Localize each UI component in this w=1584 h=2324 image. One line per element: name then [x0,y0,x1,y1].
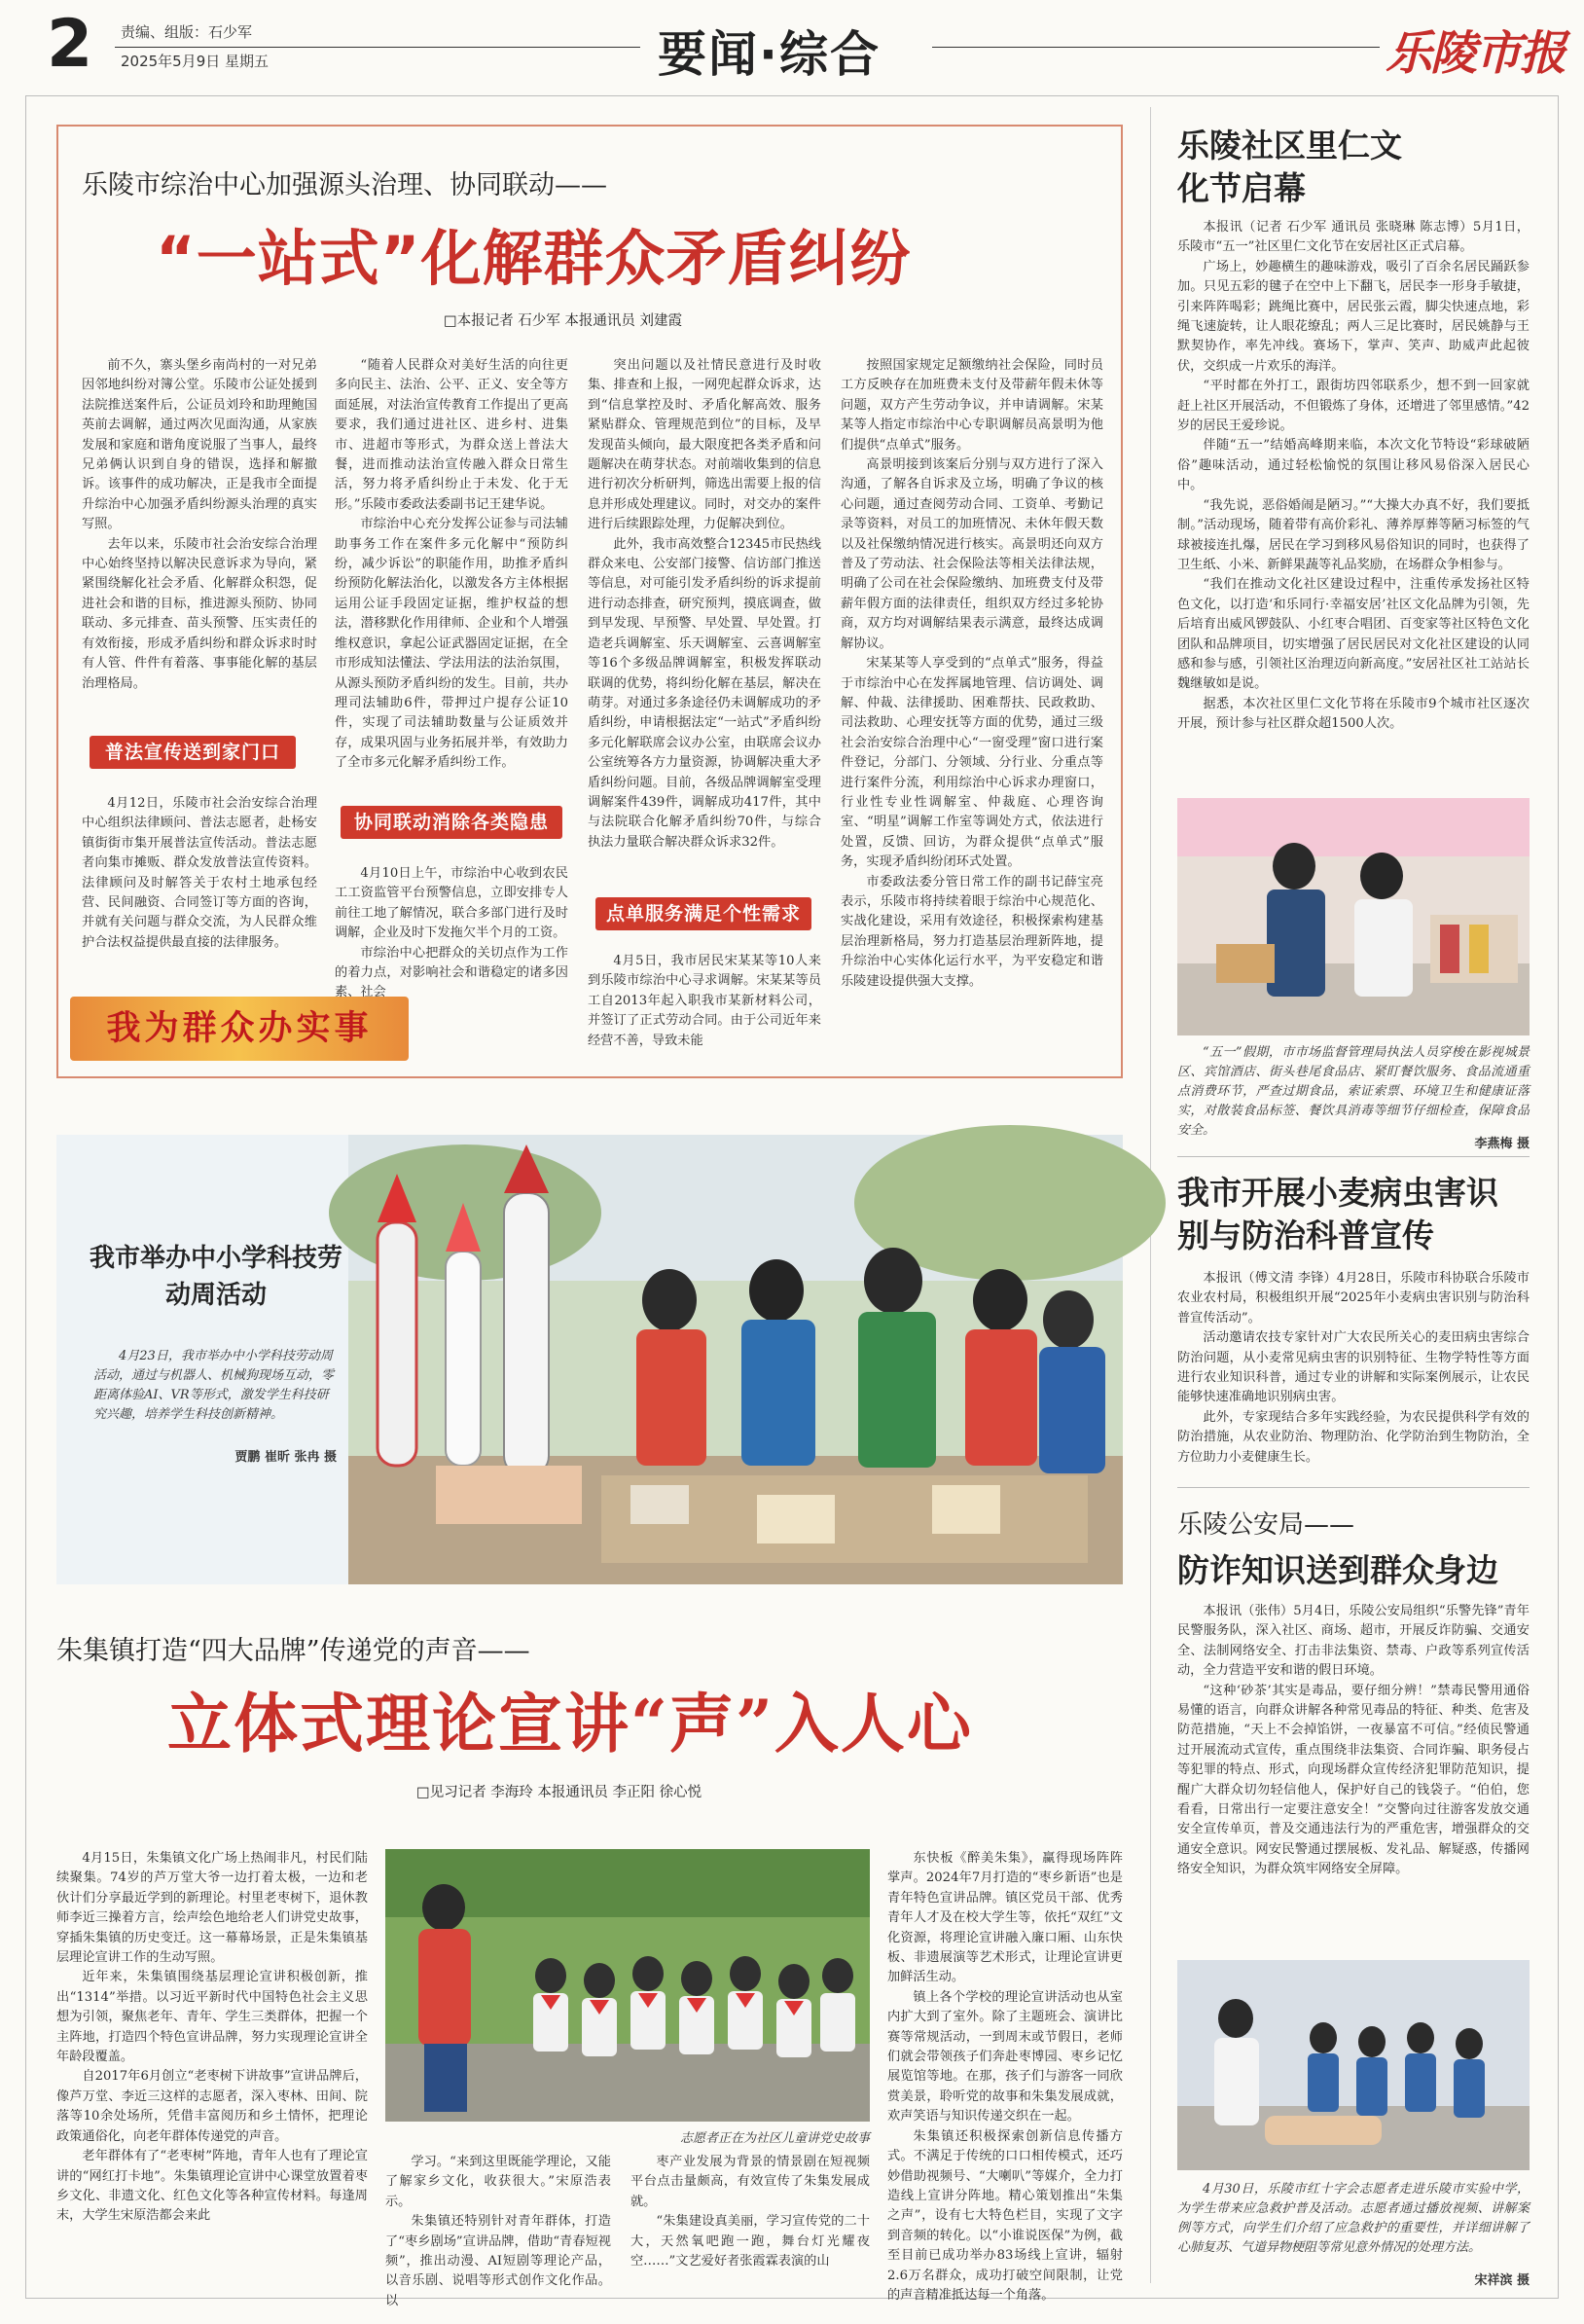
paragraph: 4月15日，朱集镇文化广场上热闹非凡，村民们陆续聚集。74岁的芦万堂大爷一边打着太极，一边和老伙计们分享最近学到的新理论。村里老枣树下，退休教师李近三操着方言，绘声绘色地给老人们讲党史故事，穿插朱集镇的历史变迁。这一幕幕场景，正是朱集镇基层理论宣讲工作的生动写照。 [56,1851,368,1966]
paragraph: 宋某某等人享受到的“点单式”服务，得益于市综治中心在发挥属地管理、信访调处、调解、仲裁、法律援助、困难帮扶、民政救助、司法救助、心理安抚等方面的优势，通过三级社会治安综合治理中心“一窗受理”窗口进行案件登记，分部门、分领域、分行业、分重点等进行案件分流，利用综治中心诉求办理窗口，行业性专业性调解室、仲裁庭、心理咨询室、“明星”调解工作室等调处方式，依法进行处置，反馈、回访，为群众提供“点单式”服务，实现矛盾纠纷闭环式处置。 [841,656,1103,870]
divider [1177,1487,1530,1488]
paragraph: 市委政法委分管日常工作的副书记薛宝亮表示，乐陵市将持续着眼于综治中心规范化、实战化建设，采用有效途径，积极探索构建基层治理新格局，努力打造基层治理新阵地，提升综治中心实体化运行水平，为平安稳定和谐乐陵建设提供强大支撑。 [841,874,1103,989]
paragraph: 枣产业发展为背景的情景剧在短视频平台点击量颇高，有效宣传了朱集发展成就。 [630,2155,870,2209]
paragraph: 近年来，朱集镇围绕基层理论宣讲积极创新，推出“1314”举措。以习近平新时代中国特色社会主义思想为引领，聚焦老年、青年、学生三类群体，把握一个主阵地，打造四个特色宣讲品牌，努力实现理论宣讲全年龄段覆盖。 [56,1970,368,2065]
paper-logo: 乐陵市报 [1386,26,1566,81]
story2-kicker: 朱集镇打造“四大品牌”传递党的声音—— [56,1636,530,1666]
brief1-body [1177,218,1530,781]
brief2-body [1177,1269,1530,1471]
story2-headline: 立体式理论宣讲“声”入人心 [167,1686,973,1761]
story1-headline: “一站式”化解群众矛盾纠纷 [156,223,912,294]
photo-caption: 志愿者正在为社区儿童讲党史故事 [679,2131,870,2146]
subhead-tag: 协同联动消除各类隐患 [341,806,562,839]
photo-credit: 李燕梅 摄 [1474,1137,1530,1151]
paragraph: 此外，专家现结合多年实践经验，为农民提供科学有效的防治措施，从农业防治、物理防治、化学防治到生物防治，全方位助力小麦健康生长。 [1177,1409,1530,1465]
page-number: 2 [47,6,93,83]
paragraph: 突出问题以及社情民意进行及时收集、排查和上报，一网兜起群众诉求，达到“信息掌控及时、矛盾化解高效、服务紧贴群众、管理规范到位”的目标，及早发现苗头倾向，最大限度把各类矛盾和问题解决在萌芽状态。对前端收集到的信息进行初次分析研判，筛选出需要上报的信息并形成处理建议。同时，对交办的案件进行后续跟踪处理，力促解决到位。 [588,358,821,532]
issue-date: 2025年5月9日 星期五 [121,53,270,70]
paragraph: 学习。“来到这里既能学理论，又能了解家乡文化，收获很大。”宋原浩表示。 [385,2155,611,2209]
brief2-headline: 我市开展小麦病虫害识别与防治科普宣传 [1177,1174,1498,1254]
brief3-body [1177,1602,1530,1943]
section-title: 要闻·综合 [658,26,881,83]
photo-title: 我市举办中小学科技劳动周活动 [90,1244,343,1310]
food-safety-photo [1177,798,1530,1035]
story1-column [335,864,568,1063]
story1-column [82,794,317,983]
story1-column [588,952,821,1061]
paragraph: 本报讯（傅文清 李锋）4月28日，乐陵市科协联合乐陵市农业农村局，积极组织开展“2025年小麦病虫害识别与防治科普宣传活动”。 [1177,1271,1530,1325]
story1-column [335,356,568,792]
photo-caption: 4月23日，我市举办中小学科技劳动周活动，通过与机器人、机械狗现场互动，零距离体验AI、VR等形式，激发学生科技研究兴趣，培养学生科技创新精神。 [93,1349,335,1422]
paragraph: 本报讯（张伟）5月4日，乐陵公安局组织“乐警先锋”青年民警服务队，深入社区、商场、超市，开展反诈防骗、交通安全、法制网络安全、打击非法集资、禁毒、户政等系列宣传活动，全力营造平安和谐的假日环境。 [1177,1604,1530,1679]
paragraph: 市综治中心充分发挥公证参与司法辅助事务工作在案件多元化解中“预防纠纷，减少诉讼”的职能作用，助推矛盾纠纷预防化解法治化，以激发各方主体根据运用公证手段固定证据，维护权益的想法，潜移默化作用律师、企业和个人增强维权意识，拿起公证武器固定证据，在全市形成知法懂法、学法用法的法治氛围，从源头预防矛盾纠纷的发生。目前，共办理司法辅助6件，带押过户提存公证10件，实现了司法辅助数量与公证质效并存，成果巩固与业务拓展并举，有效助力了全市多元化解矛盾纠纷工作。 [335,517,568,771]
first-aid-photo [1177,1960,1530,2170]
story2-column [385,2153,611,2308]
paragraph: 此外，我市高效整合12345市民热线群众来电、公安部门接警、信访部门推送等信息，对可能引发矛盾纠纷的诉求提前进行动态排查，研究预判，摸底调查，做到早发现、早预警、早处置、早处置。打造老兵调解室、乐天调解室、云喜调解室等16个多级品牌调解室，积极发挥联动联调的优势，将纠纷化解在基层，解决在萌芽。对通过多条途径仍未调解成功的矛盾纠纷，申请根据法定“一站式”矛盾纠纷多元化解联席会议办公室，由联席会议办公室统筹各方力量资源，协调解决重大矛盾纠纷问题。目前，各级品牌调解室受理调解案件439件，调解成功417件，其中与法院联合化解矛盾纠纷70件，与综合执法力量联合解决群众诉求32件。 [588,536,821,850]
paragraph: 朱集镇还积极探索创新信息传播方式。不满足于传统的口口相传模式，还巧妙借助视频号、“大喇叭”等媒介，全力打造线上宣讲分阵地。精心策划推出“朱集之声”，设有七大特色栏目，实现了文字到音频的转化。以“小谁说医保”为例，截至目前已成功举办83场线上宣讲，辐射2.6万名群众，成功打破空间限制，让党的声音精准抵达每一个角落。 [887,2128,1123,2303]
paragraph: 去年以来，乐陵市社会治安综合治理中心始终坚持以解决民意诉求为导向，紧紧围绕解化社会矛盾、化解群众积怨，促进社会和谐的目标，推进源头预防、协同联动、多元排查、苗头预警、压实责任的有效衔接，形成矛盾纠纷和群众诉求时时有人管、件件有着落、事事能化解的基层治理格局。 [82,536,317,691]
storytelling-photo [385,1849,870,2122]
story2-column [887,1849,1123,2303]
masthead-rule [115,47,640,48]
editor-line: 责编、组版：石少军 [121,23,253,41]
subhead-tag: 点单服务满足个性需求 [595,897,811,930]
photo-credit: 宋祥滨 摄 [1474,2273,1530,2288]
subhead-tag: 普法宣传送到家门口 [90,736,296,769]
brief3-headline: 防诈知识送到群众身边 [1177,1551,1498,1589]
paragraph: 镇上各个学校的理论宣讲活动也从室内扩大到了室外。除了主题班会、演讲比赛等常规活动，一到周末或节假日，老师们就会带领孩子们奔赴枣博园、枣乡记忆展览馆等地。在那，孩子们与游客一同欣赏美景，聆听党的故事和朱集发展成就，欢声笑语与知识传递交织在一起。 [887,1989,1123,2124]
paragraph: 老年群体有了“老枣树”阵地，青年人也有了理论宣讲的“网红打卡地”。朱集镇理论宣讲中心课堂放置着枣乡文化、非遗文化、红色文化等各种宣传材料。每逢周末，大学生宋原浩都会来此 [56,2149,368,2224]
paragraph: 4月12日，乐陵市社会治安综合治理中心组织法律顾问、普法志愿者，赴杨安镇街街市集开展普法宣传活动。普法志愿者向集市摊贩、群众发放普法宣传资料。法律顾问及时解答关于农村土地承包经营、民间融资、合同签订等方面的咨询，并就有关问题与群众交流，为人民群众维护合法权益提供最直接的法律服务。 [82,796,317,950]
paragraph: 朱集镇还特别针对青年群体，打造了“枣乡剧场”宣讲品牌，借助“青春短视频”，推出动漫、AI短剧等理论产品，以音乐剧、说唱等形式创作文化作品。以 [385,2214,611,2308]
campaign-banner: 我为群众办实事 [70,997,409,1061]
paragraph: 4月10日上午，市综治中心收到农民工工资监管平台预警信息，立即安排专人前往工地了解情况，联合多部门进行及时调解，企业及时下发拖欠半个月的工资。 [335,866,568,941]
paragraph: “平时都在外打工，跟街坊四邻联系少，想不到一回家就赶上社区开展活动，不但锻炼了身体，还增进了邻里感情。”42岁的居民王爱珍说。 [1177,379,1530,434]
story1-column [841,356,1103,1063]
paragraph: “这种‘砂茶’其实是毒品，要仔细分辨！”禁毒民警用通俗易懂的语言，向群众讲解各种常见毒品的特征、种类、危害及防范措施，“天上不会掉馅饼，一夜暴富不可信。”经侦民警通过开展流动式宣传，重点围绕非法集资、合同诈骗、职务侵占等犯罪的特点、形式，向现场群众宣传经济犯罪防范知识，提醒广大群众切勿轻信他人，保护好自己的钱袋子。“伯伯，您看看，日常出行一定要注意安全！”交警向过往游客发放交通安全宣传单页，普及交通违法行为的严重危害，增强群众的交通安全意识。网安民警通过摆展板、发礼品、解疑惑，传播网络安全知识，为群众筑牢网络安全屏障。 [1177,1683,1530,1877]
photo-caption: 4月30日，乐陵市红十字会志愿者走进乐陵市实验中学，为学生带来应急救护普及活动。志愿者通过播放视频、讲解案例等方式，向学生们介绍了应急救护的重要性，并详细讲解了心肺复苏、气道异物梗阻等常见意外情况的处理方法。 [1177,2182,1530,2255]
paragraph: 广场上，妙趣横生的趣味游戏，吸引了百余名居民踊跃参加。只见五彩的毽子在空中上下翻飞，居民李一形身手敏捷，引来阵阵喝彩；跳绳比赛中，居民张云霞，脚尖快速点地，彩绳飞速旋转，让人眼花缭乱；两人三足比赛时，居民姚静与王默契协作，率先冲线。赛场下，掌声、笑声、助威声此起彼伏，交织成一片欢乐的海洋。 [1177,259,1530,374]
paragraph: 本报讯（记者 石少军 通讯员 张晓琳 陈志博）5月1日，乐陵市“五一”社区里仁文化节在安居社区正式启幕。 [1177,220,1530,255]
paragraph: “随着人民群众对美好生活的向往更多向民主、法治、公平、正义、安全等方面延展，对法治宣传教育工作提出了更高要求，我们通过进社区、进乡村、进集市、进超市等形式，为群众送上普法大餐，进而推动法治宣传融入群众日常生活，努力将矛盾纠纷止于未发、化于无形。”乐陵市委政法委副书记王建华说。 [335,358,568,512]
story1-byline: □本报记者 石少军 本报通讯员 刘建霞 [444,313,683,329]
story2-byline: □见习记者 李海玲 本报通讯员 李正阳 徐心悦 [416,1785,702,1800]
paragraph: “我先说，恶俗婚闹是陋习。”“大操大办真不好，我们要抵制。”活动现场，随着带有高价彩礼、薄养厚葬等陋习标签的气球被接连扎爆，居民在学习到移风易俗知识的同时，也获得了卫生纸、小米、新鲜果蔬等礼品奖励，在场群众争相参与。 [1177,497,1530,572]
brief1-headline: 乐陵社区里仁文化节启幕 [1177,127,1402,207]
paragraph: 自2017年6月创立“老枣树下讲故事”宣讲品牌后，像芦万堂、李近三这样的志愿者，深入枣林、田间、院落等10余处场所，凭借丰富阅历和乡土情怀，把理论政策通俗化，向老年群体传递党的声音。 [56,2069,368,2144]
paragraph: 据悉，本次社区里仁文化节将在乐陵市9个城市社区逐次开展，预计参与社区群众超1500人次。 [1177,696,1530,732]
paragraph: 东快板《醉美朱集》，赢得现场阵阵掌声。2024年7月打造的“枣乡新语”也是青年特色宣讲品牌。镇区党员干部、优秀青年人才及在校大学生等，依托“双红”文化资源，将理论宣讲融入廉口厢、山东快板、非遗展演等艺术形式，让理论宣讲更加鲜活生动。 [887,1851,1123,1985]
paragraph: 伴随“五一”结婚高峰期来临，本次文化节特设“彩球破陋俗”趣味活动，通过轻松愉悦的氛围让移风易俗深入居民心中。 [1177,438,1530,493]
paragraph: 活动邀请农技专家针对广大农民所关心的麦田病虫害综合防治问题，从小麦常见病虫害的识别特征、生物学特性等方面进行农业知识科普，通过专业的讲解和实际案例展示，让农民能够快速准确地识别病虫害。 [1177,1330,1530,1405]
paragraph: 前不久，寨头堡乡南尚村的一对兄弟因邻地纠纷对簿公堂。乐陵市公证处援到法院推送案件后，公证员刘玲和助理鲍国英前去调解，通过两次见面沟通，从家族发展和家庭和谐角度说服了当事人，最终兄弟俩认识到自身的错误，选择和解撤诉。该事件的成功解决，正是我市全面提升综治中心加强矛盾纠纷源头治理的真实写照。 [82,358,317,532]
photo-caption: “五一”假期，市市场监督管理局执法人员穿梭在影视城景区、宾馆酒店、街头巷尾食品店、紧盯餐饮服务、食品流通重点消费环节，严查过期食品，索证索票、环境卫生和健康证落实，对散装食品标签、餐饮具消毒等细节仔细检查，保障食品安全。 [1177,1045,1530,1138]
paragraph: 4月5日，我市居民宋某某等10人来到乐陵市综治中心寻求调解。宋某某等员工自2013年起入职我市某新材料公司，并签订了正式劳动合同。由于公司近年来经营不善，导致未能 [588,954,821,1048]
science-week-photo [348,1135,1123,1584]
masthead-rule [932,47,1380,48]
paragraph: “我们在推动文化社区建设过程中，注重传承发扬社区特色文化，以打造‘和乐同行·幸福安居’社区文化品牌为引领，先后培育出威风锣鼓队、小红枣合唱团、百变家等社区特色文化团队和品牌项目，切实增强了居民居民对文化社区建设的认同感和参与感，引领社区治理迈向新高度。”安居社区社工站站长魏继敏如是说。 [1177,577,1530,692]
brief3-kicker: 乐陵公安局—— [1177,1510,1355,1540]
paragraph: “朱集建设真美丽，学习宣传党的二十大，天然氧吧跑一跑，舞台灯光耀夜空……”文艺爱好者张霞霖表演的山 [630,2214,870,2270]
story2-column [630,2153,870,2277]
divider [1177,1156,1530,1157]
paragraph: 高景明接到该案后分别与双方进行了深入沟通，了解各自诉求及立场，明确了争议的核心问题，通过查阅劳动合同、工资单、考勤记录等资料，对员工的加班情况、未休年假天数以及社保缴纳情况进行核实。高景明还向双方普及了劳动法、社会保险法等相关法律法规，明确了公司在社会保险缴纳、加班费支付及带薪年假方面的法律责任，组织双方经过多轮协商，双方均对调解结果表示满意，最终达成调解协议。 [841,457,1103,651]
photo-credit: 贾鹏 崔昕 张冉 摄 [234,1450,337,1465]
paragraph: 市综治中心把群众的关切点作为工作的着力点，对影响社会和谐稳定的诸多因素、社会 [335,945,568,1000]
story1-kicker: 乐陵市综治中心加强源头治理、协同联动—— [82,170,607,200]
masthead [0,0,1584,90]
story1-column [82,356,317,712]
paragraph: 按照国家规定足额缴纳社会保险，同时员工方反映存在加班费未支付及带薪年假未休等问题，双方产生劳动争议，并申请调解。宋某某等人指定市综治中心专职调解员高景明为他们提供“点单式”服务。 [841,358,1103,453]
story2-column [56,1849,368,2277]
story1-column [588,356,821,882]
